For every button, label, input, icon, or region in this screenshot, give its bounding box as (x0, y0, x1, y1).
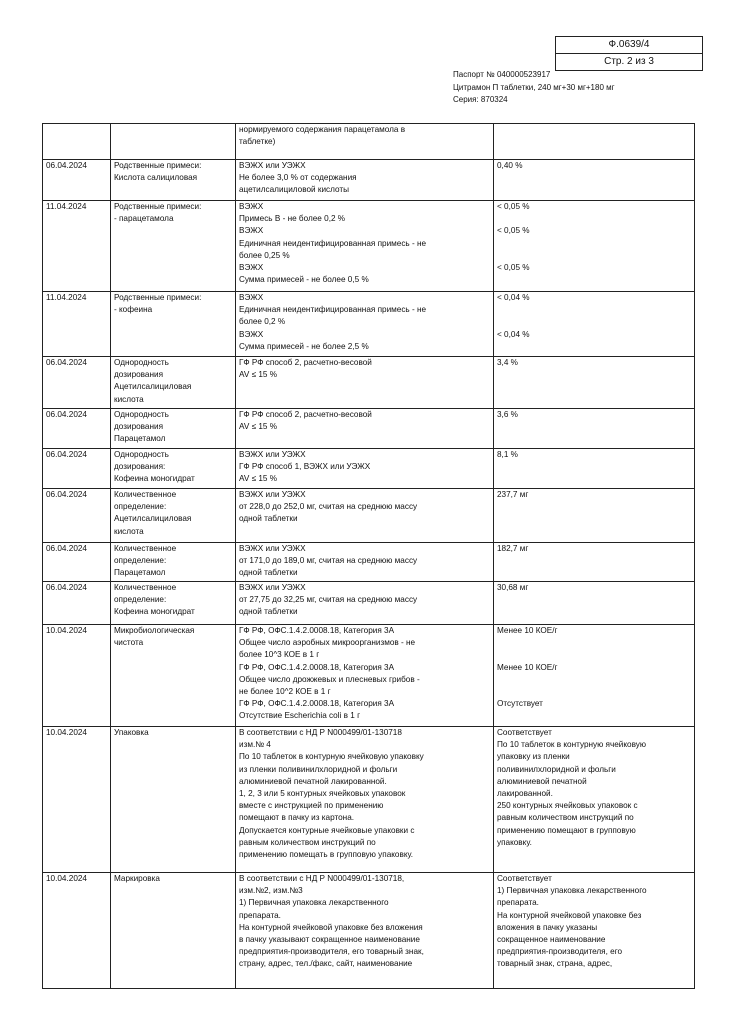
indicator-line: Парацетамол (114, 434, 166, 444)
result-cell (494, 409, 695, 449)
indicator-line: Кофеина моногидрат (114, 474, 195, 484)
test-date: 06.04.2024 (46, 161, 87, 170)
indicator-line: дозирования: (114, 462, 166, 472)
result-cell (494, 292, 695, 357)
norm-line: ВЭЖХ (239, 202, 264, 211)
test-date: 11.04.2024 (46, 202, 87, 211)
result-line: 182,7 мг (497, 544, 529, 553)
norm-line: не более 10^2 КОЕ в 1 г (239, 687, 331, 697)
norm-line: ВЭЖХ или УЭЖХ (239, 544, 306, 553)
result-line: алюминиевой печатной (497, 776, 587, 786)
result-line: 3,4 % (497, 358, 518, 367)
norm-cell (236, 625, 494, 727)
norm-line: применению помещать в групповую упаковку. (239, 850, 414, 860)
result-line: товарный знак, страна, адрес, (497, 959, 613, 969)
indicator-line: Ацетилсалициловая (114, 514, 192, 524)
norm-line: AV ≤ 15 % (239, 474, 278, 484)
norm-line: В соответствии с НД Р N000499/01-130718 (239, 728, 402, 737)
result-line: < 0,05 % (497, 202, 530, 211)
norm-line: равным количеством инструкций по (239, 837, 376, 847)
result-line (497, 649, 691, 661)
result-line (497, 213, 691, 225)
result-line: упаковку из пленки (497, 752, 570, 762)
norm-line: более 0,2 % (239, 317, 286, 327)
norm-line: алюминиевой печатной лакированной. (239, 776, 387, 786)
test-date: 06.04.2024 (46, 544, 87, 553)
norm-line: ГФ РФ, ОФС.1.4.2.0008.18, Категория 3А (239, 626, 395, 635)
test-date: 11.04.2024 (46, 293, 87, 302)
indicator-cell (111, 727, 236, 873)
indicator-cell (111, 124, 236, 160)
result-line: < 0,05 % (497, 226, 530, 236)
indicator-line: Количественное (114, 490, 177, 499)
indicator-line: Кофеина моногидрат (114, 607, 195, 617)
result-cell (494, 625, 695, 727)
date-cell (43, 160, 111, 201)
passport-header (453, 69, 615, 107)
test-date: 06.04.2024 (46, 410, 87, 419)
result-line: предприятия-производителя, его (497, 947, 623, 957)
norm-cell (236, 409, 494, 449)
date-cell (43, 124, 111, 160)
indicator-line: дозирования (114, 370, 164, 380)
indicator-line: кислота (114, 526, 144, 536)
table-row (43, 449, 695, 489)
norm-line: от 228,0 до 252,0 мг, считая на среднюю массу (239, 502, 418, 512)
date-cell (43, 873, 111, 989)
norm-line: препарата. (239, 910, 281, 920)
norm-line: нормируемого содержания парацетамола в (239, 125, 406, 134)
norm-line: от 171,0 до 189,0 мг, считая на среднюю массу (239, 556, 418, 566)
norm-line: Общее число аэробных микроорганизмов - не (239, 638, 416, 648)
series-number: Серия: 870324 (453, 95, 508, 104)
norm-line: ВЭЖХ (239, 293, 264, 302)
product-name: Цитрамон П таблетки, 240 мг+30 мг+180 мг (453, 82, 615, 92)
result-line: лакированной. (497, 789, 553, 799)
date-cell (43, 727, 111, 873)
result-line (497, 316, 691, 328)
result-line (497, 674, 691, 686)
result-line: 3,6 % (497, 410, 518, 419)
date-cell (43, 449, 111, 489)
norm-line: вместе с инструкцией по применению (239, 801, 384, 811)
result-line: < 0,04 % (497, 329, 530, 339)
table-row (43, 160, 695, 201)
norm-cell (236, 292, 494, 357)
norm-line: страну, адрес, тел./факс, сайт, наименование (239, 959, 413, 969)
test-date: 10.04.2024 (46, 626, 87, 635)
indicator-line: - кофеина (114, 305, 153, 315)
result-line: < 0,04 % (497, 293, 530, 302)
norm-line: ВЭЖХ (239, 329, 264, 339)
indicator-line: Микробиологическая (114, 626, 195, 635)
result-line: 250 контурных ячейковых упаковок с (497, 801, 638, 811)
norm-line: более 0,25 % (239, 250, 290, 260)
indicator-cell (111, 543, 236, 582)
norm-line: ВЭЖХ или УЭЖХ (239, 490, 306, 499)
result-cell (494, 543, 695, 582)
result-line (497, 686, 691, 698)
result-line (497, 304, 691, 316)
norm-line: По 10 таблеток в контурную ячейковую упаковку (239, 752, 424, 762)
result-line: 30,68 мг (497, 583, 529, 592)
norm-cell (236, 543, 494, 582)
norm-line: ВЭЖХ или УЭЖХ (239, 583, 306, 592)
indicator-line: Родственные примеси: (114, 293, 202, 302)
result-cell (494, 489, 695, 543)
date-cell (43, 582, 111, 625)
indicator-line: определение: (114, 502, 167, 512)
result-line: вложения в пачку указаны (497, 922, 598, 932)
result-line: Соответствует (497, 728, 552, 737)
indicator-line: Однородность (114, 450, 169, 459)
norm-line: Сумма примесей - не более 2,5 % (239, 341, 369, 351)
date-cell (43, 409, 111, 449)
form-code: Ф.0639/4 (608, 39, 650, 50)
indicator-line: Количественное (114, 544, 177, 553)
indicator-line: кислота (114, 394, 144, 404)
norm-line: 1) Первичная упаковка лекарственного (239, 898, 389, 908)
norm-cell (236, 357, 494, 409)
result-line: сокращенное наименование (497, 935, 606, 945)
norm-line: Допускается контурные ячейковые упаковки с (239, 825, 415, 835)
norm-line: из пленки поливинилхлоридной и фольги (239, 764, 398, 774)
norm-line: в пачку указывают сокращенное наименование (239, 935, 420, 945)
indicator-line: чистота (114, 638, 144, 648)
norm-line: изм.№ 4 (239, 740, 271, 750)
norm-cell (236, 727, 494, 873)
result-line: Менее 10 КОЕ/г (497, 662, 558, 672)
indicator-cell (111, 489, 236, 543)
indicator-cell (111, 357, 236, 409)
norm-line: предприятия-производителя, его товарный знак, (239, 947, 424, 957)
norm-line: AV ≤ 15 % (239, 422, 278, 432)
indicator-cell (111, 409, 236, 449)
indicator-cell (111, 873, 236, 989)
norm-line: 1, 2, 3 или 5 контурных ячейковых упаковок (239, 789, 406, 799)
result-line: 237,7 мг (497, 490, 529, 499)
table-row (43, 489, 695, 543)
table-row (43, 124, 695, 160)
result-line: Соответствует (497, 874, 552, 883)
test-date: 10.04.2024 (46, 874, 87, 883)
result-cell (494, 727, 695, 873)
result-line (497, 238, 691, 250)
norm-line: Общее число дрожжевых и плесневых грибов - (239, 674, 420, 684)
indicator-line: Количественное (114, 583, 177, 592)
indicator-line: Родственные примеси: (114, 161, 202, 170)
indicator-cell (111, 449, 236, 489)
table-row (43, 543, 695, 582)
indicator-line: Кислота салициловая (114, 173, 198, 183)
indicator-line: Упаковка (114, 728, 149, 737)
table-row (43, 357, 695, 409)
norm-line: ГФ РФ способ 1, ВЭЖХ или УЭЖХ (239, 462, 371, 472)
norm-line: ацетилсалициловой кислоты (239, 185, 350, 195)
date-cell (43, 292, 111, 357)
indicator-cell (111, 292, 236, 357)
norm-line: На контурной ячейковой упаковке без вложения (239, 922, 423, 932)
result-line (497, 250, 691, 262)
norm-line: ВЭЖХ (239, 226, 264, 236)
result-cell (494, 449, 695, 489)
norm-line: Единичная неидентифицированная примесь - не (239, 305, 427, 315)
result-line: 1) Первичная упаковка лекарственного (497, 886, 647, 896)
result-cell (494, 873, 695, 989)
result-line: 8,1 % (497, 450, 518, 459)
page-number: Стр. 2 из 3 (556, 53, 702, 70)
indicator-cell (111, 160, 236, 201)
table-row (43, 409, 695, 449)
norm-line: ГФ РФ, ОФС.1.4.2.0008.18, Категория 3А (239, 662, 395, 672)
indicator-cell (111, 201, 236, 292)
table-row (43, 201, 695, 292)
result-line: применению помещают в групповую (497, 825, 636, 835)
indicator-line: определение: (114, 595, 167, 605)
indicator-line: Маркировка (114, 874, 160, 883)
indicator-line: дозирования (114, 422, 164, 432)
table-row (43, 625, 695, 727)
norm-cell (236, 873, 494, 989)
table-row (43, 727, 695, 873)
result-cell (494, 582, 695, 625)
indicator-line: - парацетамола (114, 214, 174, 224)
table-row (43, 873, 695, 989)
indicator-cell (111, 625, 236, 727)
norm-line: Примесь В - не более 0,2 % (239, 214, 346, 224)
date-cell (43, 489, 111, 543)
form-code-box (555, 36, 703, 71)
result-line (497, 637, 691, 649)
result-line: равным количеством инструкций по (497, 813, 634, 823)
norm-line: Отсутствие Escherichia coli в 1 г (239, 711, 361, 721)
indicator-line: Парацетамол (114, 568, 166, 578)
norm-line: ГФ РФ способ 2, расчетно-весовой (239, 358, 372, 367)
norm-cell (236, 582, 494, 625)
norm-line: В соответствии с НД Р N000499/01-130718, (239, 874, 405, 883)
norm-line: одной таблетки (239, 607, 298, 617)
norm-cell (236, 489, 494, 543)
indicator-line: Родственные примеси: (114, 202, 202, 211)
result-line: На контурной ячейковой упаковке без (497, 910, 642, 920)
result-cell (494, 357, 695, 409)
test-date (46, 124, 107, 136)
norm-line: Сумма примесей - не более 0,5 % (239, 275, 369, 285)
norm-cell (236, 449, 494, 489)
norm-line: помещают в пачку из картона. (239, 813, 355, 823)
norm-line: ВЭЖХ или УЭЖХ (239, 161, 306, 170)
norm-line: таблетке) (239, 137, 276, 147)
norm-cell (236, 201, 494, 292)
norm-line: ГФ РФ способ 2, расчетно-весовой (239, 410, 372, 419)
result-cell (494, 124, 695, 160)
table-row (43, 292, 695, 357)
result-line: Отсутствует (497, 699, 543, 709)
norm-line: ГФ РФ, ОФС.1.4.2.0008.18, Категория 3А (239, 699, 395, 709)
passport-number: Паспорт № 040000523917 (453, 70, 551, 79)
norm-line: одной таблетки (239, 568, 298, 578)
norm-line: одной таблетки (239, 514, 298, 524)
test-date: 06.04.2024 (46, 583, 87, 592)
indicator-line: Однородность (114, 358, 169, 367)
result-line: Менее 10 КОЕ/г (497, 626, 558, 635)
indicator-line: определение: (114, 556, 167, 566)
norm-line: ВЭЖХ (239, 263, 264, 273)
result-line: препарата. (497, 898, 539, 908)
result-line: 0,40 % (497, 161, 523, 170)
analysis-table-body (43, 124, 695, 989)
indicator-line: Однородность (114, 410, 169, 419)
norm-line: Не более 3,0 % от содержания (239, 173, 357, 183)
norm-line: Единичная неидентифицированная примесь - не (239, 238, 427, 248)
date-cell (43, 543, 111, 582)
norm-cell (236, 160, 494, 201)
norm-line: AV ≤ 15 % (239, 370, 278, 380)
norm-line: от 27,75 до 32,25 мг, считая на среднюю массу (239, 595, 418, 605)
date-cell (43, 201, 111, 292)
test-date: 10.04.2024 (46, 728, 87, 737)
date-cell (43, 625, 111, 727)
norm-line: более 10^3 КОЕ в 1 г (239, 650, 320, 660)
table-row (43, 582, 695, 625)
result-line: поливинилхлоридной и фольги (497, 764, 616, 774)
norm-line: ВЭЖХ или УЭЖХ (239, 450, 306, 459)
result-cell (494, 160, 695, 201)
indicator-line: Ацетилсалициловая (114, 382, 192, 392)
indicator-cell (111, 582, 236, 625)
date-cell (43, 357, 111, 409)
norm-cell (236, 124, 494, 160)
result-line: < 0,05 % (497, 262, 530, 272)
test-date: 06.04.2024 (46, 450, 87, 459)
analysis-table (42, 123, 695, 989)
result-line: По 10 таблеток в контурную ячейковую (497, 740, 647, 750)
norm-line: изм.№2, изм.№3 (239, 886, 303, 896)
result-line: упаковку. (497, 837, 532, 847)
test-date: 06.04.2024 (46, 490, 87, 499)
test-date: 06.04.2024 (46, 358, 87, 367)
result-cell (494, 201, 695, 292)
